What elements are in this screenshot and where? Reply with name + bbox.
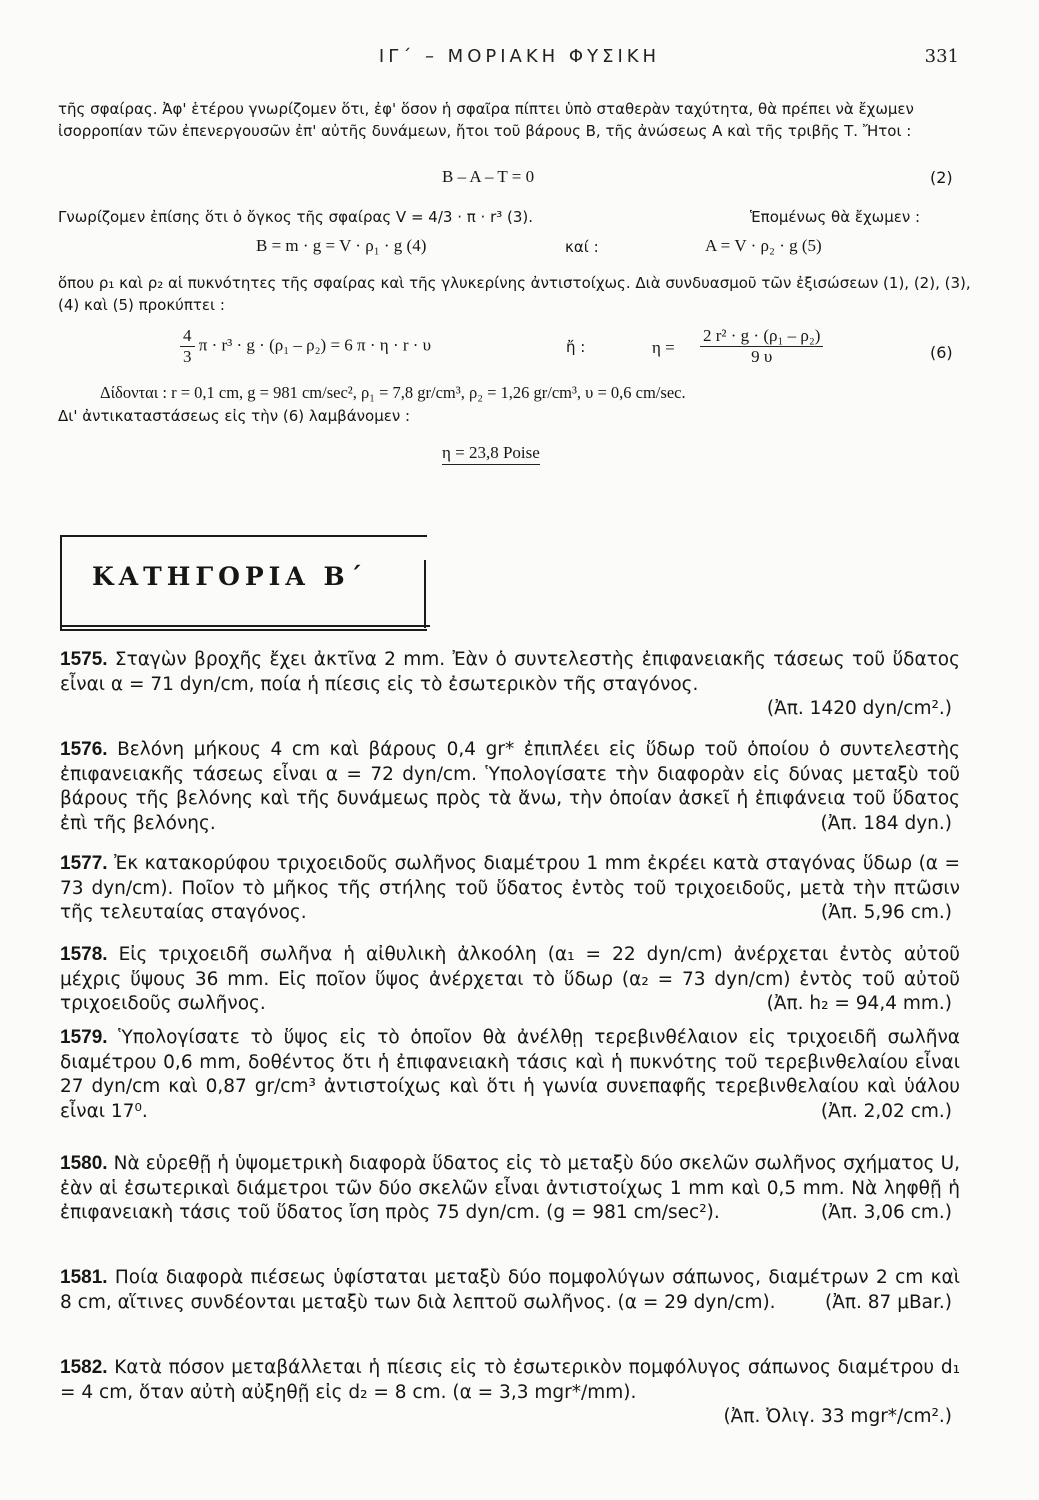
equation-2-number: (2): [930, 168, 953, 187]
problem-1579: [60, 1026, 960, 1124]
intro-paragraph: τῆς σφαίρας. Ἀφ' ἑτέρου γνωρίζομεν ὅτι, ἐφ' ὅσον ἡ σφαῖρα πίπτει ὑπὸ σταθερὰν ταχύτητα, θὰ πρέπει νὰ ἔχωμεν ἰσορροπίαν τῶν ἐπενεργουσῶν ἐπ' αὐτῆς δυνάμεων, ἤτοι τοῦ βάρους Β, τῆς ἀνώσεως Α καὶ τῆς τριβῆς Τ. Ἤτοι :: [58, 100, 914, 140]
problem-text: Νὰ εὑρεθῇ ἡ ὑψομετρικὴ διαφορὰ ὕδατος εἰς τὸ μεταξὺ δύο σκελῶν σωλῆνος σχήματος U, ἐὰν αἱ ἐσωτερικαὶ διάμετροι τῶν δύο σκελῶν εἶναι ἀντιστοίχως 1 mm καὶ 0,5 mm. Νὰ ληφθῇ ἡ ἐπιφανειακὴ τάσις τοῦ ὕδατος ἴση πρὸς 75 dyn/cm. (g = 981 cm/sec²).: [60, 1153, 960, 1223]
problem-answer: (Ἀπ. 87 μBar.): [825, 1291, 952, 1313]
therefore-line: Ἑπομένως θὰ ἔχωμεν :: [750, 208, 921, 226]
problem-1577: [60, 852, 960, 926]
fraction-denominator: 3: [183, 347, 192, 366]
problem-1582: [60, 1356, 960, 1430]
equation-2: Β – Α – Τ = 0: [442, 167, 535, 186]
problem-number: 1579.: [60, 1027, 108, 1048]
running-header: ΙΓ΄ – ΜΟΡΙΑΚΗ ΦΥΣΙΚΗ: [378, 46, 661, 67]
problem-1578: [60, 943, 960, 1017]
problem-number: 1576.: [60, 739, 108, 760]
problem-1576: [60, 738, 960, 836]
volume-line: Γνωρίζομεν ἐπίσης ὅτι ὁ ὄγκος τῆς σφαίρας V = 4/3 · π · r³ (3).: [58, 208, 534, 226]
equation-6-right: [700, 326, 823, 367]
problem-text: Σταγὼν βροχῆς ἔχει ἀκτῖνα 2 mm. Ἐὰν ὁ συντελεστὴς ἐπιφανειακῆς τάσεως τοῦ ὕδατος εἶναι α = 71 dyn/cm, ποία ἡ πίεσις εἰς τὸ ἐσωτερικὸν τῆς σταγόνος.: [60, 649, 960, 695]
problem-text: Ὑπολογίσατε τὸ ὕψος εἰς τὸ ὁποῖον θὰ ἀνέλθῃ τερεβινθέλαιον εἰς τριχοειδῆ σωλῆνα διαμέτρου 0,6 mm, δοθέντος ὅτι ἡ ἐπιφανειακὴ τάσις καὶ ἡ πυκνότης τοῦ τερεβινθελαίου εἶναι 27 dyn/cm καὶ 0,87 gr/cm³ ἀντιστοίχως καὶ ὅτι ἡ γωνία συνεπαφῆς τερεβινθελαίου καὶ ὑάλου εἶναι 17⁰.: [60, 1027, 960, 1122]
problem-number: 1582.: [60, 1357, 108, 1378]
or-word: ἤ :: [566, 338, 586, 356]
viscosity-fraction: [700, 326, 823, 367]
problem-text: Βελόνη μήκους 4 cm καὶ βάρους 0,4 gr* ἐπιπλέει εἰς ὕδωρ τοῦ ὁποίου ὁ συντελεστὴς ἐπιφανειακῆς τάσεως εἶναι α = 72 dyn/cm. Ὑπολογίσατε τὴν διαφορὰν εἰς δύνας μεταξὺ τοῦ βάρους τῆς βελόνης καὶ τῆς δυνάμεως πρὸς τὰ ἄνω, τὴν ὁποίαν ἀσκεῖ ἡ ἐπιφάνεια τοῦ ὕδατος ἐπὶ τῆς βελόνης.: [60, 739, 961, 834]
category-frame-right: [424, 560, 426, 628]
problem-answer: (Ἀπ. Ὀλιγ. 33 mgr*/cm².): [723, 1406, 952, 1427]
category-title: ΚΑΤΗΓΟΡΙΑ Β΄: [92, 562, 368, 591]
substitution-line: Δι' ἀντικαταστάσεως εἰς τὴν (6) λαμβάνομεν :: [58, 407, 411, 425]
given-values: Δίδονται : r = 0,1 cm, g = 981 cm/sec², ρ₁ = 7,8 gr/cm³, ρ₂ = 1,26 gr/cm³, υ = 0,6 cm/sec.: [100, 383, 686, 402]
problem-text: Εἰς τριχοειδῆ σωλῆνα ἡ αἰθυλικὴ ἀλκοόλη (α₁ = 22 dyn/cm) ἀνέρχεται ἐντὸς αὐτοῦ μέχρις ὕψους 36 mm. Εἰς ποῖον ὕψος ἀνέρχεται τὸ ὕδωρ (α₂ = 73 dyn/cm) ἐντὸς τοῦ αὐτοῦ τριχοειδοῦς σωλῆνος.: [60, 944, 960, 1014]
problem-number: 1580.: [60, 1153, 108, 1174]
problem-number: 1581.: [60, 1267, 108, 1288]
equation-4: Β = m · g = V · ρ₁ · g (4): [256, 236, 427, 255]
problem-text: Ποία διαφορὰ πιέσεως ὑφίσταται μεταξὺ δύο πομφολύγων σάπωνος, διαμέτρων 2 cm καὶ 8 cm, αἵτινες συνδέονται μεταξὺ των διὰ λεπτοῦ σωλῆνος. (α = 29 dyn/cm).: [60, 1267, 960, 1313]
problem-answer: (Ἀπ. 2,02 cm.): [820, 1100, 952, 1122]
equation-6-body: π · r³ · g · (ρ₁ – ρ₂) = 6 π · η · r · υ: [198, 335, 432, 355]
viscosity-result: η = 23,8 Poise: [442, 443, 540, 465]
problem-answer: (Ἀπ. 5,96 cm.): [820, 902, 952, 923]
equation-6-left: [180, 326, 431, 367]
fraction-numerator: 4: [180, 326, 195, 347]
category-frame-bottom: [60, 625, 430, 627]
problem-answer: (Ἀπ. 184 dyn.): [820, 812, 952, 834]
viscosity-numerator: 2 r² · g · (ρ₁ – ρ₂): [700, 326, 823, 347]
and-word: καί :: [565, 238, 599, 256]
page-number: 331: [924, 46, 959, 67]
problem-number: 1578.: [60, 944, 108, 965]
equation-6-number: (6): [930, 343, 953, 362]
equation-5: Α = V · ρ₂ · g (5): [705, 236, 822, 255]
problem-answer: (Ἀπ. h₂ = 94,4 mm.): [766, 993, 952, 1014]
eta-equals: η =: [652, 338, 675, 357]
problem-1581: [60, 1266, 960, 1315]
problem-text: Κατὰ πόσον μεταβάλλεται ἡ πίεσις εἰς τὸ ἐσωτερικὸν πομφόλυγος σάπωνος διαμέτρου d₁ = 4 cm, ὅταν αὐτὴ αὐξηθῇ εἰς d₂ = 8 cm. (α = 3,3 mgr*/mm).: [60, 1357, 960, 1403]
problem-1575: [60, 648, 960, 722]
problem-number: 1575.: [60, 649, 108, 670]
problem-answer: (Ἀπ. 3,06 cm.): [820, 1202, 952, 1223]
problem-answer: (Ἀπ. 1420 dyn/cm².): [766, 698, 952, 719]
viscosity-denominator: 9 υ: [751, 347, 773, 366]
densities-paragraph: ὅπου ρ₁ καὶ ρ₂ αἱ πυκνότητες τῆς σφαίρας καὶ τῆς γλυκερίνης ἀντιστοίχως. Διὰ συνδυασμοῦ τῶν ἐξισώσεων (1), (2), (3), (4) καὶ (5) προκύπτει :: [58, 274, 971, 314]
problem-number: 1577.: [60, 853, 108, 874]
problem-1580: [60, 1152, 960, 1226]
problem-text: Ἐκ κατακορύφου τριχοειδοῦς σωλῆνος διαμέτρου 1 mm ἐκρέει κατὰ σταγόνας ὕδωρ (α = 73 dyn/cm). Ποῖον τὸ μῆκος τῆς στήλης τοῦ ὕδατος ἐντὸς τοῦ τριχοειδοῦς, μετὰ τὴν πτῶσιν τῆς τελευταίας σταγόνος.: [60, 853, 960, 923]
four-thirds-fraction: [180, 326, 195, 367]
